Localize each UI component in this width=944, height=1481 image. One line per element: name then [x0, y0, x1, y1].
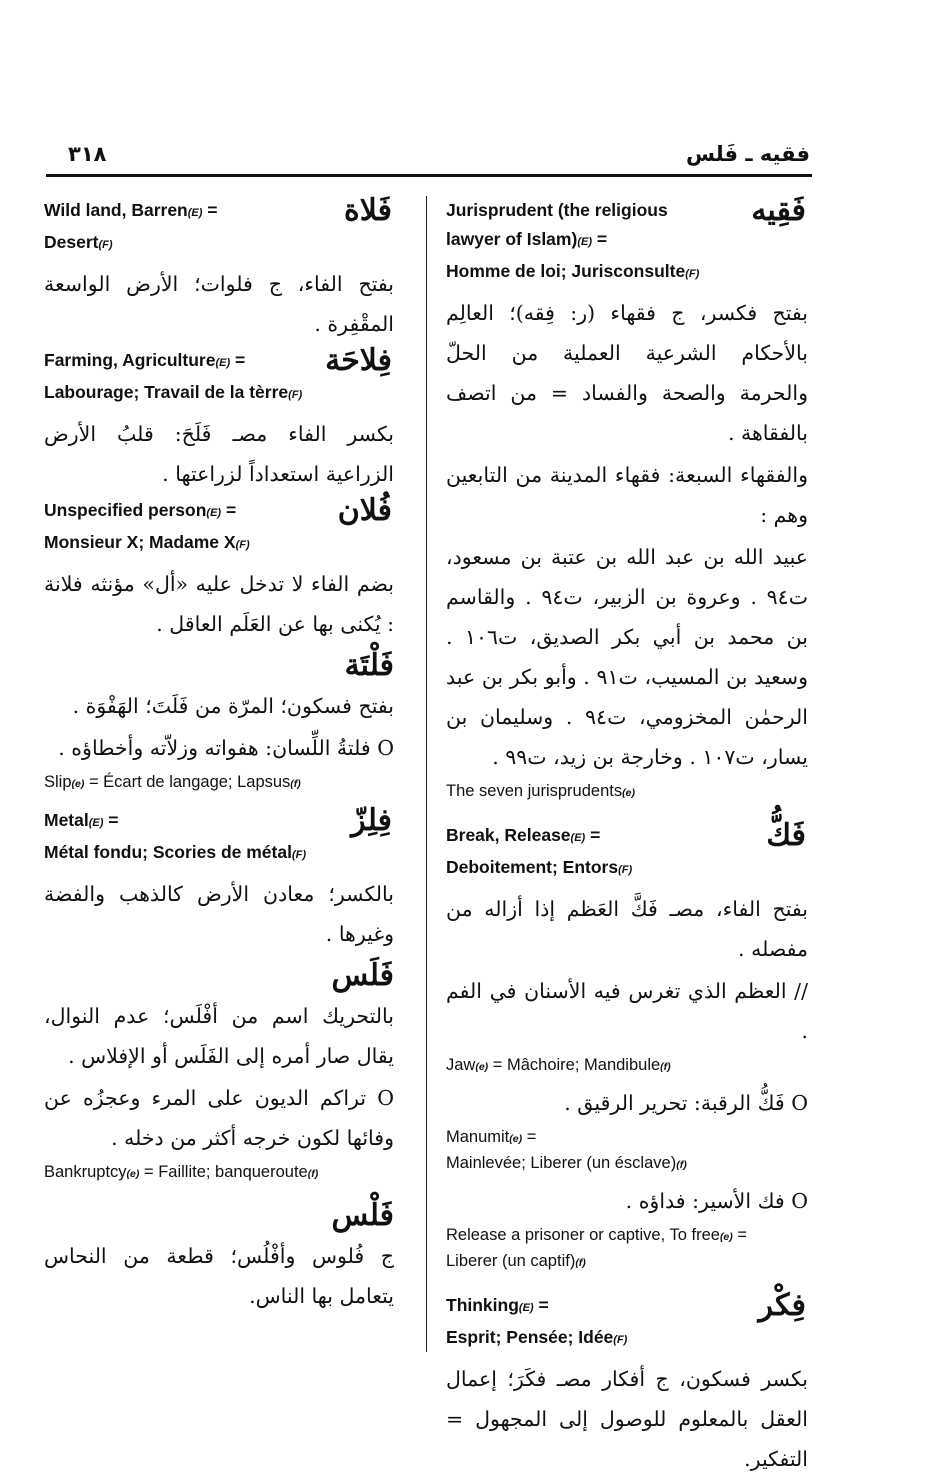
translation-gloss: Slip(e) = Écart de langage; Lapsus(f): [44, 773, 301, 791]
entry-header: [446, 818, 812, 885]
english-definition: Break, Release(E) = Deboitement; Entors(F): [446, 825, 633, 877]
arabic-definition: بكسر الفاء مصـ فَلَحَ: قلبُ الأرض الزراعية استعداداً لزراعتها .: [44, 422, 394, 486]
arabic-definition: بكسر فسكون، ج أفكار مصـ فكَرَ؛ إعمال العقل بالمعلوم للوصول إلى المجهول = التفكير.: [446, 1367, 808, 1471]
entry-fikr: [446, 1288, 812, 1479]
right-column: [446, 193, 812, 1481]
entry-header: [44, 193, 398, 260]
entry-filizz: [44, 803, 398, 954]
english-definition: Farming, Agriculture(E) = Labourage; Travail de la tèrre(F): [44, 350, 303, 402]
entry-fakk: [446, 818, 812, 1275]
arabic-subentry: والفقهاء السبعة: فقهاء المدينة من التابعين وهم :: [446, 463, 808, 527]
arabic-definition: بفتح الفاء، مصـ فَكَّ العَظم إذا أزاله من مفصله .: [446, 897, 808, 961]
translation-gloss: Bankruptcy(e) = Faillite; banqueroute(f): [44, 1163, 319, 1181]
entry-fulan: [44, 493, 398, 644]
english-definition: Metal(E) = Métal fondu; Scories de métal(F): [44, 810, 307, 862]
headword: فَكُّ: [766, 818, 806, 853]
arabic-subentry: O تراكم الديون على المرء وعجزُه عن وفائها لكون خرجه أكثر من دخله .: [44, 1086, 394, 1150]
entry-fals: [44, 1196, 398, 1316]
headword: فِلِزّ: [351, 803, 392, 838]
entry-falas: [44, 956, 398, 1186]
page-header: [46, 142, 810, 168]
running-head: فقيه ـ فَلس: [686, 142, 810, 166]
arabic-definition: بالكسر؛ معادن الأرض كالذهب والفضة وغيرها .: [44, 882, 394, 946]
arabic-definition: بفتح الفاء، ج فلوات؛ الأرض الواسعة المقْفِرة .: [44, 272, 394, 336]
english-definition: Jurisprudent (the religious lawyer of Islam)(E) = Homme de loi; Jurisconsulte(F): [446, 200, 700, 281]
translation-gloss: Jaw(e) = Mâchoire; Mandibule(f): [446, 1056, 671, 1074]
headword: فَلْس: [331, 1198, 394, 1233]
entry-faqih: [446, 193, 812, 805]
column-divider: [426, 196, 427, 1352]
headword: فَقِيه: [751, 193, 806, 228]
translation-gloss: Release a prisoner or captive, To free(e) = Liberer (un captif)(f): [446, 1226, 748, 1270]
arabic-subentry: // العظم الذي تغرس فيه الأسنان في الفم .: [446, 979, 809, 1043]
arabic-subentry: O فَكُّ الرقبة: تحرير الرقيق .: [564, 1091, 808, 1115]
arabic-definition: بضم الفاء لا تدخل عليه «أل» مؤنثه فلانة : يُكنى بها عن العَلَم العاقل .: [44, 572, 394, 636]
entry-falta: [44, 646, 398, 796]
page-number: ٣١٨: [68, 142, 107, 166]
english-definition: Unspecified person(E) = Monsieur X; Madame X(F): [44, 500, 250, 552]
arabic-definition: بفتح فسكون؛ المرّة من فَلَتَ؛ الهَفْوَة .: [72, 694, 394, 718]
english-definition: Thinking(E) = Esprit; Pensée; Idée(F): [446, 1295, 628, 1347]
arabic-subentry: O فك الأسير: فداؤه .: [625, 1189, 808, 1213]
arabic-definition: بفتح فكسر، ج فقهاء (ر: فِقه)؛ العالِم بالأحكام الشرعية العملية من الحلّ والحرمة والصحة والفساد = من اتصف بالفقاهة .: [446, 301, 808, 445]
entry-header: [44, 493, 398, 560]
headword: فَلْتَة: [344, 648, 394, 683]
left-column: [44, 193, 398, 1318]
entry-falah: [44, 193, 398, 344]
entry-header: [44, 803, 398, 870]
arabic-subentry-list: عبيد الله بن عبد الله بن عتبة بن مسعود، ت٩٤ . وعروة بن الزبير، ت٩٤ . والقاسم بن محمد بن أبي بكر الصديق، ت١٠٦ . وسعيد بن المسيب، ت٩١ . وأبو بكر بن عبد الرحمٰن المخزومي، ت٩٤ . وسليمان بن يسار، ت١٠٧ . وخارجة بن زيد، ت٩٩ .: [446, 545, 809, 769]
arabic-definition: ج فُلوس وأفْلُس؛ قطعة من النحاس يتعامل بها الناس.: [44, 1244, 394, 1308]
headword: فِلاحَة: [325, 343, 392, 378]
arabic-definition: بالتحريك اسم من أفْلَس؛ عدم النوال، يقال صار أمره إلى الفَلَس أو الإفلاس .: [44, 1004, 394, 1068]
headword: فَلَس: [331, 958, 394, 993]
headword: فِكْر: [758, 1288, 806, 1323]
arabic-subentry: O فلتةُ اللِّسان: هفواته وزلاّته وأخطاؤه .: [58, 736, 394, 760]
entry-header: [44, 343, 398, 410]
entry-header: [446, 1288, 812, 1355]
translation-gloss: Manumit(e) = Mainlevée; Liberer (un ésclave)(f): [446, 1128, 687, 1172]
entry-falaha: [44, 343, 398, 494]
headword: فَلاة: [344, 193, 392, 228]
translation-gloss: The seven jurisprudents(e): [446, 782, 635, 800]
header-rule: [46, 174, 812, 177]
entry-header: [446, 193, 812, 289]
english-definition: Wild land, Barren(E) = Desert(F): [44, 200, 218, 252]
headword: فُلان: [337, 493, 392, 528]
